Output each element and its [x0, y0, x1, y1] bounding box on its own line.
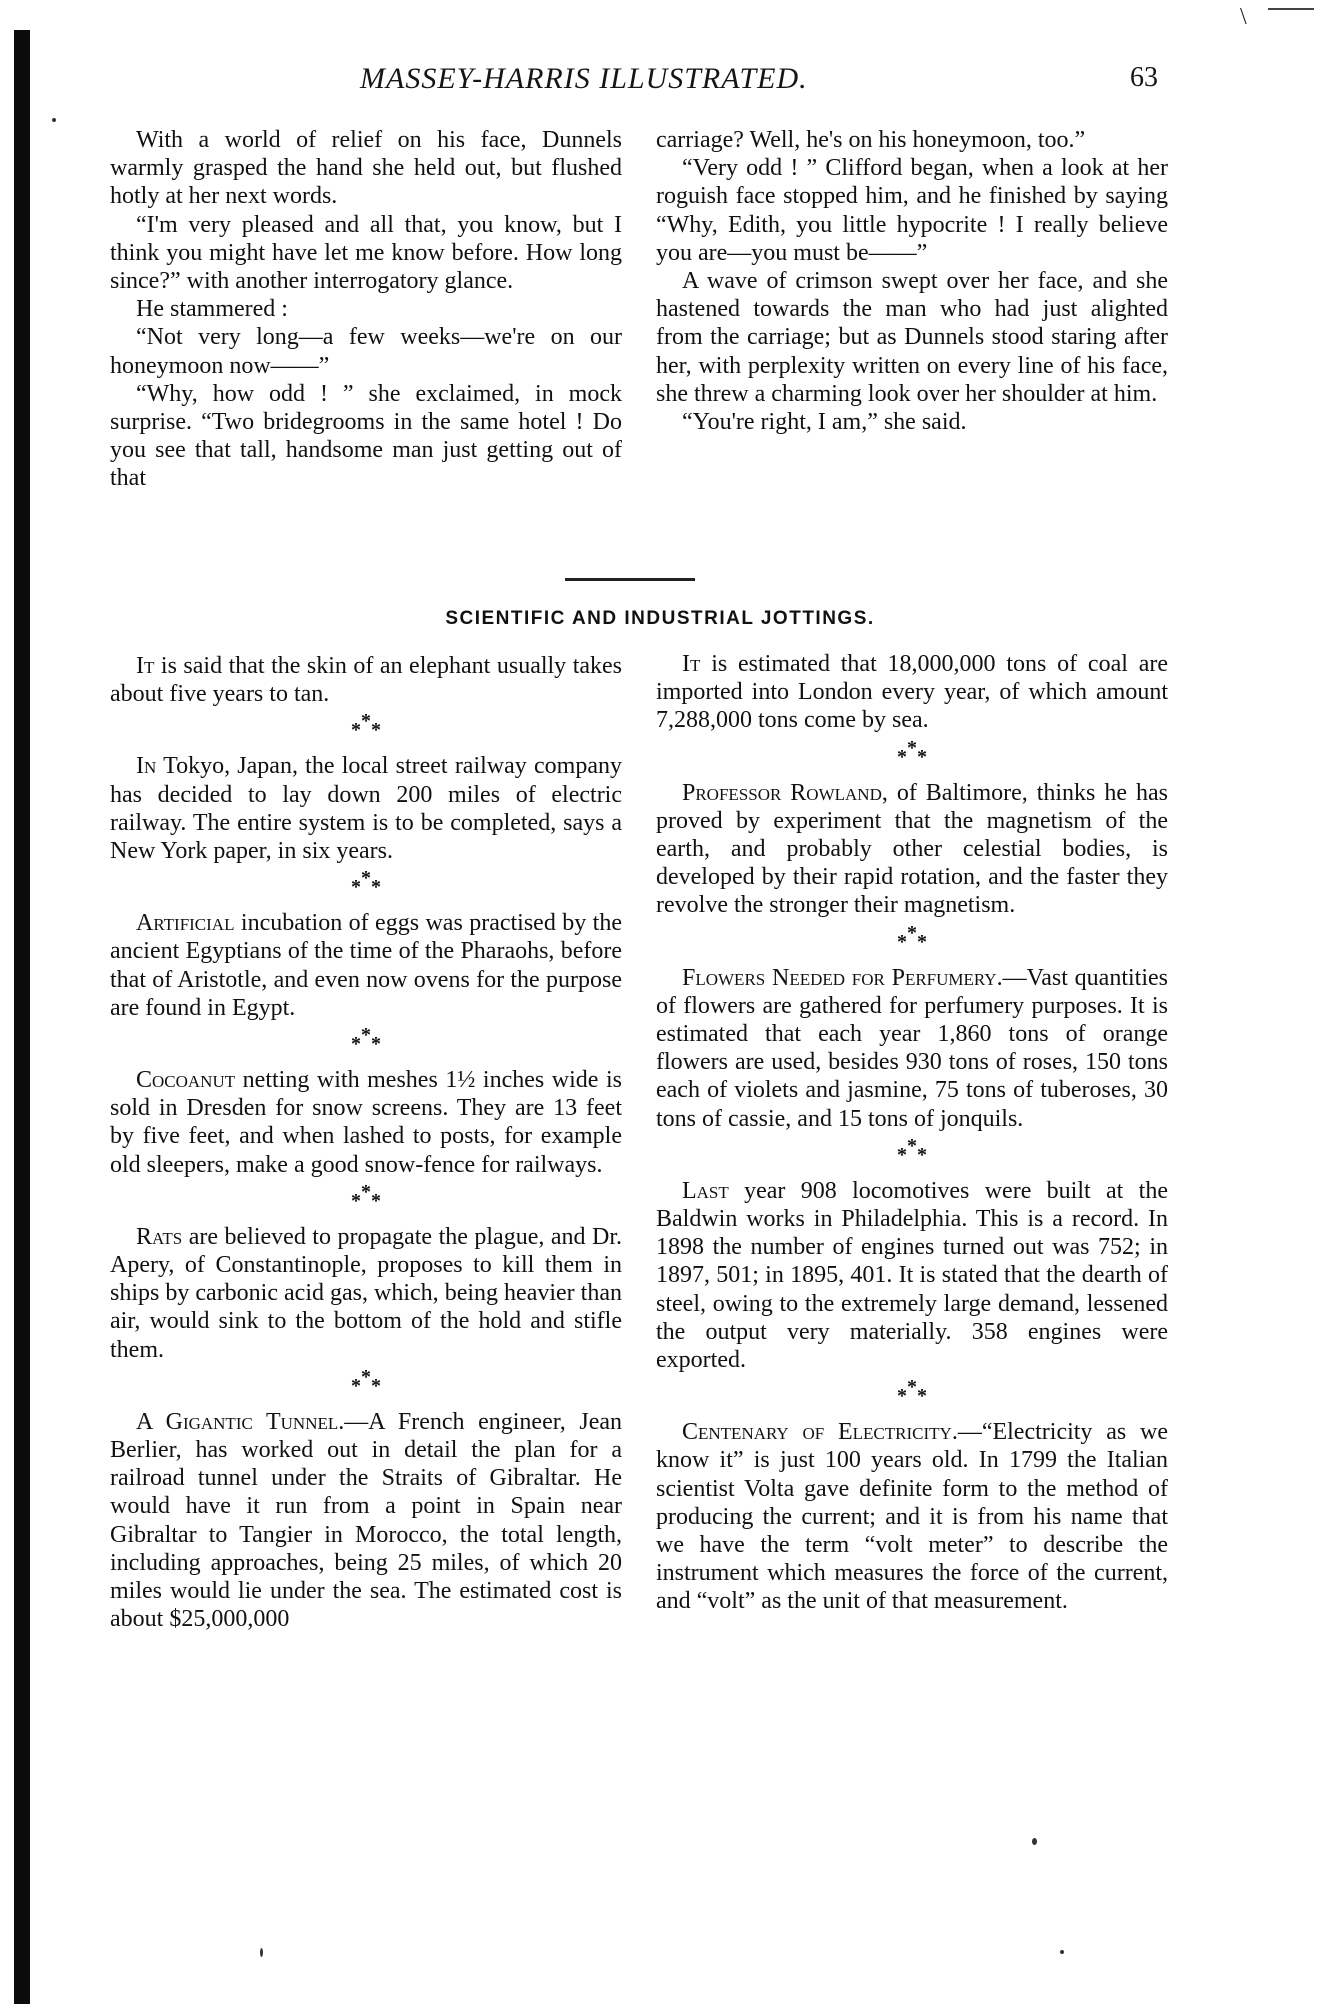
jotting-item — [110, 909, 622, 1022]
book-spine-shadow — [14, 30, 30, 2004]
corner-rule — [1268, 8, 1314, 10]
asterism-separator: *** — [897, 736, 927, 768]
jotting-item — [110, 752, 622, 865]
jotting-lead: Flowers Needed for Perfumery. — [682, 964, 1003, 991]
jotting-item — [656, 1418, 1168, 1615]
print-speck — [1060, 1950, 1064, 1954]
jotting-lead: Cocoanut — [136, 1067, 236, 1094]
asterism-separator: *** — [351, 710, 381, 742]
story-paragraph: “Not very long—a few weeks—we're on our honeymoon now——” — [110, 324, 622, 379]
jotting-lead: It — [136, 653, 155, 679]
jotting-text: netting with meshes 1½ inches wide is sold in Dresden for snow screens. They are 13 feet by five feet, and when lashed to posts, for example old sleepers, make a good snow-fence for railways. — [110, 1067, 622, 1178]
jotting-lead: Professor Rowland — [682, 779, 882, 806]
story-paragraph: “Why, how odd ! ” she exclaimed, in mock surprise. “Two bridegrooms in the same hotel ! Do you see that tall, handsome man just getting out of that — [110, 380, 622, 492]
print-speck — [260, 1948, 263, 1957]
jotting-item — [110, 652, 622, 708]
jotting-lead: It — [682, 651, 701, 677]
asterism-separator: *** — [351, 867, 381, 899]
story-paragraph: With a world of relief on his face, Dunnels warmly grasped the hand she held out, but flushed hotly at her next words. — [110, 127, 622, 210]
story-paragraph: “I'm very pleased and all that, you know, but I think you might have let me know before. How long since?” with another interrogatory glance. — [110, 211, 622, 295]
jotting-text: is estimated that 18,000,000 tons of coal are imported into London every year, of which amount 7,288,000 tons come by sea. — [656, 651, 1168, 734]
jotting-text: are believed to propagate the plague, and Dr. Apery, of Constantinople, proposes to kill them in ships by carbonic acid gas, which, being heavier than air, would sink to the bottom of the hold and stifle them. — [110, 1223, 622, 1363]
jotting-text: year 908 locomotives were built at the Baldwin works in Philadelphia. This is a record. In 1898 the number of engines turned out was 752; in 1897, 501; in 1895, 401. It is stated that the dearth of steel, owing to the extremely large demand, lessened the output very materially. 358 engines were exported. — [656, 1177, 1168, 1374]
story-paragraph: He stammered : — [136, 296, 288, 323]
running-header: MASSEY-HARRIS ILLUSTRATED. — [360, 62, 808, 95]
section-title: SCIENTIFIC AND INDUSTRIAL JOTTINGS. — [445, 608, 875, 629]
jotting-item — [110, 1408, 622, 1634]
story-paragraph: “Very odd ! ” Clifford began, when a look at her roguish face stopped him, and he finished by saying “Why, Edith, you little hypocrite ! I really believe you are—you must be——” — [656, 155, 1168, 266]
asterism-separator: *** — [351, 1365, 381, 1397]
jottings-column-left — [110, 652, 622, 1633]
story-paragraph: “You're right, I am,” she said. — [682, 409, 967, 436]
jotting-item — [110, 1066, 622, 1179]
corner-mark: \ — [1240, 4, 1247, 30]
jotting-item — [110, 1223, 622, 1364]
jotting-lead: Centenary of Electricity. — [682, 1419, 958, 1446]
jotting-text: —Vast quantities of flowers are gathered for perfumery purposes. It is estimated that each year 1,860 tons of orange flowers are used, besides 930 tons of roses, 150 tons each of violets and jasmine, 75 tons of tuberoses, 30 tons of cassie, and 15 tons of jonquils. — [656, 964, 1168, 1132]
jotting-text: —“Electricity as we know it” is just 100 years old. In 1799 the Italian scientist Volta gave definite form to the method of producing the current; and it is from his name that we have the term “volt meter” to describe the instrument which measures the force of the current, and “volt” as the unit of that measurement. — [656, 1419, 1169, 1615]
jotting-item — [656, 1177, 1168, 1374]
jotting-text: Tokyo, Japan, the local street railway company has decided to lay down 200 miles of electric railway. The entire system is to be completed, says a New York paper, in six years. — [110, 753, 622, 865]
jotting-text: , of Baltimore, thinks he has proved by experiment that the magnetism of the earth, and probably other celestial bodies, is developed by their rapid rotation, and the faster they revolve the stronger their magnetism. — [656, 779, 1168, 919]
page-number: 63 — [1130, 62, 1158, 93]
jotting-item — [656, 779, 1168, 920]
jotting-lead: In — [136, 753, 157, 780]
story-column-left — [110, 126, 622, 493]
jotting-item — [656, 650, 1168, 735]
jotting-lead: A Gigantic Tunnel. — [136, 1408, 345, 1435]
jotting-lead: Last — [682, 1177, 729, 1204]
asterism-separator: *** — [897, 921, 927, 953]
story-paragraph: carriage? Well, he's on his honeymoon, too.” — [656, 127, 1086, 153]
print-speck — [1032, 1838, 1037, 1845]
asterism-separator: *** — [351, 1180, 381, 1212]
section-divider-rule — [565, 578, 695, 581]
jotting-lead: Artificial — [136, 910, 235, 937]
print-speck — [52, 118, 56, 122]
jotting-lead: Rats — [136, 1223, 183, 1250]
asterism-separator: *** — [897, 1376, 927, 1408]
jotting-text: is said that the skin of an elephant usually takes about five years to tan. — [110, 653, 622, 708]
jotting-item — [656, 964, 1168, 1133]
jotting-text: incubation of eggs was practised by the ancient Egyptians of the time of the Pharaohs, before that of Aristotle, and even now ovens for the purpose are found in Egypt. — [110, 910, 622, 1021]
jottings-column-right — [656, 650, 1168, 1616]
asterism-separator: *** — [351, 1024, 381, 1056]
asterism-separator: *** — [897, 1134, 927, 1166]
story-column-right — [656, 126, 1168, 436]
jotting-text: —A French engineer, Jean Berlier, has worked out in detail the plan for a railroad tunnel under the Straits of Gibraltar. He would have it run from a point in Spain near Gibraltar to Tangier in Morocco, the total length, including approaches, being 25 miles, of which 20 miles would lie under the sea. The estimated cost is about $25,000,000 — [110, 1408, 623, 1633]
story-paragraph: A wave of crimson swept over her face, and she hastened towards the man who had just alighted from the carriage; but as Dunnels stood staring after her, with perplexity written on every line of his face, she threw a charming look over her shoulder at him. — [656, 268, 1168, 407]
